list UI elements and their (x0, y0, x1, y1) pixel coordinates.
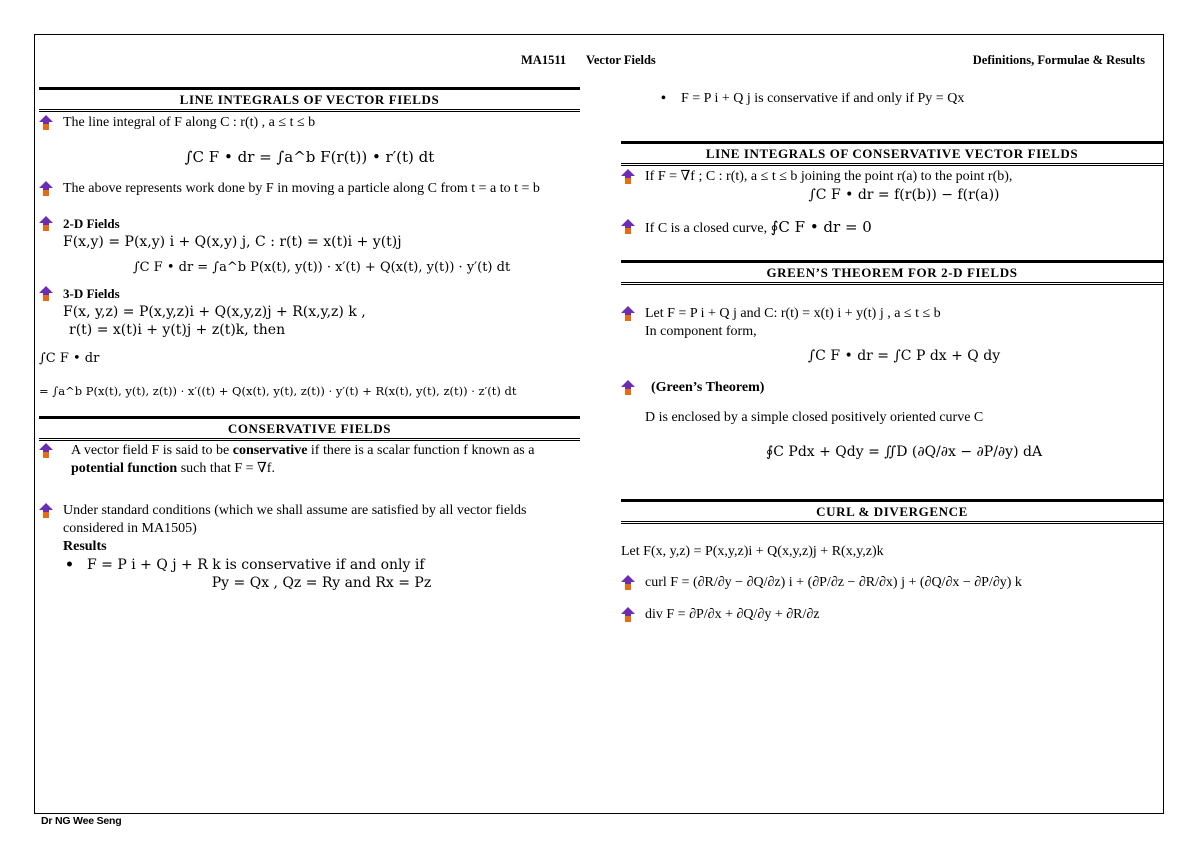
green-title: GREEN’S THEOREM FOR 2-D FIELDS (621, 260, 1163, 285)
bullet-arrow-icon (39, 503, 53, 518)
three-d-fields (39, 285, 580, 339)
conservative-title: CONSERVATIVE FIELDS (39, 416, 580, 441)
conservative-line-formula: ∫C F • dr = f(r(b)) − f(r(a)) (808, 187, 1000, 203)
conservative-definition: A vector field F is said to be conservative if there is a scalar function f known as a potential function such that F = ∇f. (39, 442, 580, 478)
left-column (39, 87, 580, 827)
result-line-1: • F = P i + Q j + R k is conservative if and only if (65, 557, 425, 573)
conditions: Under standard conditions (which we shall assume are satisfied by all vector fields considered in MA1505) Results • F = P i + Q j + R k is conservative if and only if Py = Qx , Qz = Ry and Rx = Pz (39, 502, 580, 592)
two-d-title: 2-D Fields (63, 216, 120, 231)
author-footer: Dr NG Wee Seng (41, 815, 122, 827)
black-dot: • (661, 91, 666, 106)
three-d-expansion: = ∫a^b P(x(t), y(t), z(t)) · x′((t) + Q(x(t), y(t), z(t)) · y′(t) + R(x(t), y(t), z(t)) · z′(t) dt (39, 384, 517, 398)
conservative-line-statement: If F = ∇f ; C : r(t), a ≤ t ≤ b joining the point r(a) to the point r(b), ∫C F • dr = f(r(b)) − f(r(a)) (621, 168, 1163, 204)
line-integral-definition: The line integral of F along C : r(t) , a ≤ t ≤ b (39, 114, 580, 132)
bullet-arrow-icon (39, 286, 53, 301)
three-d-title: 3-D Fields (63, 286, 120, 301)
right-column (621, 87, 1163, 624)
right-top-result: • F = P i + Q j is conservative if and only if Py = Qx (661, 91, 965, 106)
bullet-arrow-icon (621, 575, 635, 590)
curl-item: curl F = (∂R/∂y − ∂Q/∂z) i + (∂P/∂z − ∂R/∂x) j + (∂Q/∂x − ∂P/∂y) k (621, 574, 1163, 592)
work-description: The above represents work done by F in moving a particle along C from t = a to t = b (39, 180, 580, 198)
region-line: D is enclosed by a simple closed positively oriented curve C (645, 410, 984, 425)
result-line-2: Py = Qx , Qz = Ry and Rx = Pz (211, 575, 432, 591)
conservative-line-title: LINE INTEGRALS OF CONSERVATIVE VECTOR FIELDS (621, 141, 1163, 166)
results-label: Results (63, 539, 107, 554)
closed-formula: ∮C F • dr = 0 (770, 218, 872, 236)
bullet-arrow-icon (621, 306, 635, 321)
bullet-arrow-icon (621, 219, 635, 234)
closed-curve-item: If C is a closed curve, ∮C F • dr = 0 (621, 218, 1163, 238)
three-d-integral: ∫C F • dr (39, 351, 100, 366)
line-integrals-title: LINE INTEGRALS OF VECTOR FIELDS (39, 87, 580, 112)
course-code: MA1511 (521, 53, 567, 67)
component-label: In component form, (645, 324, 757, 339)
bullet-arrow-icon (39, 115, 53, 130)
three-d-param: r(t) = x(t)i + y(t)j + z(t)k, then (69, 322, 286, 338)
page-summary: Definitions, Formulae & Results (972, 53, 1145, 67)
component-formula: ∫C F • dr = ∫C P dx + Q dy (807, 348, 1001, 364)
div-item: div F = ∂P/∂x + ∂Q/∂y + ∂R/∂z (621, 606, 1163, 624)
two-d-fields (39, 215, 580, 277)
bullet-arrow-icon (621, 380, 635, 395)
bullet-arrow-icon (621, 169, 635, 184)
green-let: Let F = P i + Q j and C: r(t) = x(t) i + y(t) j , a ≤ t ≤ b In component form, ∫C F • dr = ∫C P dx + Q dy (621, 305, 1163, 365)
black-dot: • (65, 557, 74, 573)
two-d-formula: ∫C F • dr = ∫a^b P(x(t), y(t)) · x′(t) + Q(x(t), y(t)) · y′(t) dt (132, 260, 511, 275)
two-d-field: F(x,y) = P(x,y) i + Q(x,y) j, C : r(t) = x(t)i + y(t)j (63, 234, 402, 250)
bullet-arrow-icon (39, 181, 53, 196)
line-integral-formula: ∫C F • dr = ∫a^b F(r(t)) • r′(t) dt (184, 148, 435, 166)
curl-field: Let F(x, y,z) = P(x,y,z)i + Q(x,y,z)j + R(x,y,z)k (621, 544, 884, 559)
green-formula: ∮C Pdx + Qdy = ∬D (∂Q/∂x − ∂P/∂y) dA (765, 444, 1043, 460)
bullet-arrow-icon (39, 443, 53, 458)
green-theorem: (Green’s Theorem) D is enclosed by a simple closed positively oriented curve C ∮C Pdx + Qdy = ∬D (∂Q/∂x − ∂P/∂y) dA (621, 379, 1163, 461)
curl-title: CURL & DIVERGENCE (621, 499, 1163, 524)
bullet-arrow-icon (39, 216, 53, 231)
page (34, 34, 1164, 827)
three-d-field: F(x, y,z) = P(x,y,z)i + Q(x,y,z)j + R(x,y,z) k , (63, 304, 366, 320)
bullet-arrow-icon (621, 607, 635, 622)
page-topic: Vector Fields (586, 53, 656, 67)
